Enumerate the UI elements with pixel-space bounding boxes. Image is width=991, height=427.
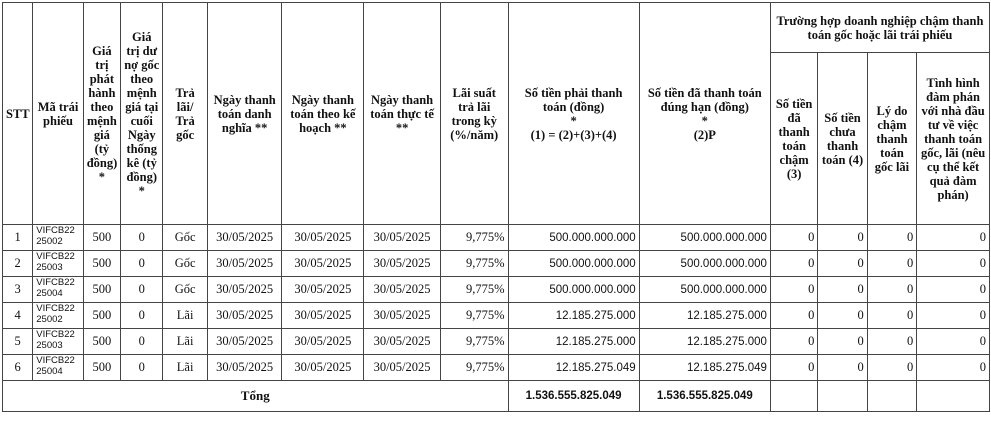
table-body: [3, 225, 990, 381]
cell-ngay-danh-nghia: 30/05/2025: [207, 303, 282, 329]
cell-so-tien-phai-tt: 500.000.000.000: [508, 277, 639, 303]
header-ngay-thuc-te: Ngày thanh toán thực tế **: [364, 3, 441, 225]
cell-lai-suat: 9,775%: [440, 277, 508, 303]
cell-ngay-danh-nghia: 30/05/2025: [207, 329, 282, 355]
header-stt: STT: [3, 3, 33, 225]
cell-du-no: 0: [121, 303, 163, 329]
code-line-2: 25004: [36, 288, 63, 299]
cell-ly-do: 0: [867, 225, 916, 251]
header-ma-trai-phieu: Mã trái phiếu: [33, 3, 83, 225]
code-line-1: VIFCB22: [36, 355, 75, 366]
cell-so-tien-da-tt: 500.000.000.000: [639, 251, 770, 277]
cell-phat-hanh: 500: [83, 225, 120, 251]
cell-du-no: 0: [121, 329, 163, 355]
cell-phat-hanh: 500: [83, 329, 120, 355]
cell-so-tien-phai-tt: 12.185.275.000: [508, 329, 639, 355]
header-ly-do-cham: Lý do chậm thanh toán gốc lãi: [867, 53, 916, 225]
cell-da-tt-cham: 0: [770, 329, 817, 355]
cell-ma-trai-phieu: [33, 225, 83, 251]
table-row: [3, 225, 990, 251]
cell-ngay-thuc-te: 30/05/2025: [364, 329, 441, 355]
cell-da-tt-cham: 0: [770, 277, 817, 303]
cell-ngay-thuc-te: 30/05/2025: [364, 251, 441, 277]
cell-phat-hanh: 500: [83, 355, 120, 381]
cell-so-tien-da-tt: 12.185.275.000: [639, 329, 770, 355]
cell-da-tt-cham: 0: [770, 251, 817, 277]
header-so-tien-phai-tt-formula: (1) = (2)+(3)+(4): [530, 127, 617, 142]
header-so-tien-da-tt-cham: Số tiền đã thanh toán chậm (3): [770, 53, 817, 225]
header-tra-lai-tra-goc: Trả lãi/ Trả gốc: [163, 3, 207, 225]
cell-chua-tt: 0: [818, 251, 867, 277]
cell-dam-phan: 0: [917, 303, 990, 329]
header-gia-tri-du-no: Giá trị dư nợ gốc theo mệnh giá tại cuối Ngày thống kê (tỷ đồng) *: [121, 3, 163, 225]
cell-lai-suat: 9,775%: [440, 355, 508, 381]
cell-ma-trai-phieu: [33, 355, 83, 381]
code-line-2: 25003: [36, 340, 63, 351]
total-empty-cham: [770, 381, 817, 412]
header-so-tien-phai-tt: [508, 3, 639, 225]
code-line-1: VIFCB22: [36, 251, 75, 262]
cell-ly-do: 0: [867, 303, 916, 329]
cell-stt: 5: [3, 329, 33, 355]
cell-loai: Gốc: [163, 225, 207, 251]
cell-ngay-thuc-te: 30/05/2025: [364, 277, 441, 303]
cell-du-no: 0: [121, 277, 163, 303]
cell-lai-suat: 9,775%: [440, 251, 508, 277]
total-empty-ly-do: [867, 381, 916, 412]
cell-chua-tt: 0: [818, 355, 867, 381]
cell-ngay-danh-nghia: 30/05/2025: [207, 355, 282, 381]
cell-ngay-thuc-te: 30/05/2025: [364, 225, 441, 251]
header-so-tien-da-tt-title: Số tiền đã thanh toán đúng hạn (đồng): [647, 85, 762, 114]
cell-da-tt-cham: 0: [770, 355, 817, 381]
cell-ma-trai-phieu: [33, 303, 83, 329]
cell-lai-suat: 9,775%: [440, 225, 508, 251]
header-group-cham-tt: Trường hợp doanh nghiệp chậm thanh toán gốc hoặc lãi trái phiếu: [770, 3, 989, 53]
cell-loai: Lãi: [163, 303, 207, 329]
cell-phat-hanh: 500: [83, 303, 120, 329]
total-phai-tt: 1.536.555.825.049: [508, 381, 639, 412]
cell-ngay-ke-hoach: 30/05/2025: [282, 251, 364, 277]
code-line-2: 25002: [36, 236, 63, 247]
cell-chua-tt: 0: [818, 225, 867, 251]
cell-stt: 3: [3, 277, 33, 303]
header-tinh-hinh-dam-phan: Tình hình đàm phán với nhà đầu tư về việc thanh toán gốc, lãi (nêu cụ thể kết quả đàm phán): [917, 53, 990, 225]
cell-dam-phan: 0: [917, 329, 990, 355]
cell-ma-trai-phieu: [33, 277, 83, 303]
total-da-tt: 1.536.555.825.049: [639, 381, 770, 412]
table-row: [3, 329, 990, 355]
cell-so-tien-phai-tt: 500.000.000.000: [508, 225, 639, 251]
cell-ly-do: 0: [867, 329, 916, 355]
cell-ma-trai-phieu: [33, 329, 83, 355]
cell-dam-phan: 0: [917, 225, 990, 251]
cell-ly-do: 0: [867, 251, 916, 277]
cell-phat-hanh: 500: [83, 251, 120, 277]
code-line-2: 25002: [36, 314, 63, 325]
code-line-1: VIFCB22: [36, 277, 75, 288]
cell-lai-suat: 9,775%: [440, 303, 508, 329]
code-line-1: VIFCB22: [36, 303, 75, 314]
cell-loai: Lãi: [163, 329, 207, 355]
cell-so-tien-da-tt: 500.000.000.000: [639, 277, 770, 303]
header-so-tien-da-tt-star: *: [701, 113, 708, 128]
cell-loai: Gốc: [163, 277, 207, 303]
code-line-1: VIFCB22: [36, 225, 75, 236]
cell-ma-trai-phieu: [33, 251, 83, 277]
table-row: [3, 355, 990, 381]
bond-payment-table: [2, 2, 990, 412]
cell-chua-tt: 0: [818, 329, 867, 355]
cell-chua-tt: 0: [818, 303, 867, 329]
cell-ngay-ke-hoach: 30/05/2025: [282, 277, 364, 303]
cell-ly-do: 0: [867, 355, 916, 381]
cell-ngay-ke-hoach: 30/05/2025: [282, 355, 364, 381]
cell-stt: 2: [3, 251, 33, 277]
cell-stt: 1: [3, 225, 33, 251]
cell-loai: Gốc: [163, 251, 207, 277]
code-line-2: 25004: [36, 366, 63, 377]
cell-ngay-ke-hoach: 30/05/2025: [282, 329, 364, 355]
total-empty-chua-tt: [818, 381, 867, 412]
header-row-1: [3, 3, 990, 53]
cell-lai-suat: 9,775%: [440, 329, 508, 355]
cell-stt: 4: [3, 303, 33, 329]
cell-dam-phan: 0: [917, 277, 990, 303]
header-so-tien-chua-tt: Số tiền chưa thanh toán (4): [818, 53, 867, 225]
cell-ngay-ke-hoach: 30/05/2025: [282, 225, 364, 251]
cell-so-tien-phai-tt: 12.185.275.000: [508, 303, 639, 329]
header-so-tien-phai-tt-title: Số tiền phải thanh toán (đồng): [524, 85, 623, 114]
header-so-tien-da-tt-formula: (2)P: [693, 127, 716, 142]
cell-phat-hanh: 500: [83, 277, 120, 303]
cell-so-tien-da-tt: 12.185.275.049: [639, 355, 770, 381]
cell-ngay-thuc-te: 30/05/2025: [364, 303, 441, 329]
table-row: [3, 277, 990, 303]
cell-ngay-thuc-te: 30/05/2025: [364, 355, 441, 381]
header-gia-tri-phat-hanh: Giá trị phát hành theo mệnh giá (tỷ đồng) *: [83, 3, 120, 225]
cell-so-tien-phai-tt: 12.185.275.049: [508, 355, 639, 381]
cell-stt: 6: [3, 355, 33, 381]
cell-ngay-danh-nghia: 30/05/2025: [207, 277, 282, 303]
total-empty-dam-phan: [917, 381, 990, 412]
table-row: [3, 303, 990, 329]
total-row: [3, 381, 990, 412]
cell-so-tien-da-tt: 500.000.000.000: [639, 225, 770, 251]
header-so-tien-da-tt: [639, 3, 770, 225]
cell-chua-tt: 0: [818, 277, 867, 303]
header-so-tien-phai-tt-star: *: [570, 113, 577, 128]
cell-ngay-ke-hoach: 30/05/2025: [282, 303, 364, 329]
cell-dam-phan: 0: [917, 355, 990, 381]
cell-du-no: 0: [121, 225, 163, 251]
cell-dam-phan: 0: [917, 251, 990, 277]
table-row: [3, 251, 990, 277]
cell-ly-do: 0: [867, 277, 916, 303]
code-line-1: VIFCB22: [36, 329, 75, 340]
cell-da-tt-cham: 0: [770, 225, 817, 251]
header-ngay-ke-hoach: Ngày thanh toán theo kế hoạch **: [282, 3, 364, 225]
code-line-2: 25003: [36, 262, 63, 273]
cell-so-tien-da-tt: 12.185.275.000: [639, 303, 770, 329]
cell-ngay-danh-nghia: 30/05/2025: [207, 251, 282, 277]
total-label: Tổng: [3, 381, 509, 412]
header-ngay-danh-nghia: Ngày thanh toán danh nghĩa **: [207, 3, 282, 225]
cell-ngay-danh-nghia: 30/05/2025: [207, 225, 282, 251]
cell-du-no: 0: [121, 251, 163, 277]
cell-du-no: 0: [121, 355, 163, 381]
header-lai-suat: Lãi suất trả lãi trong kỳ (%/năm): [440, 3, 508, 225]
cell-da-tt-cham: 0: [770, 303, 817, 329]
cell-so-tien-phai-tt: 500.000.000.000: [508, 251, 639, 277]
cell-loai: Lãi: [163, 355, 207, 381]
